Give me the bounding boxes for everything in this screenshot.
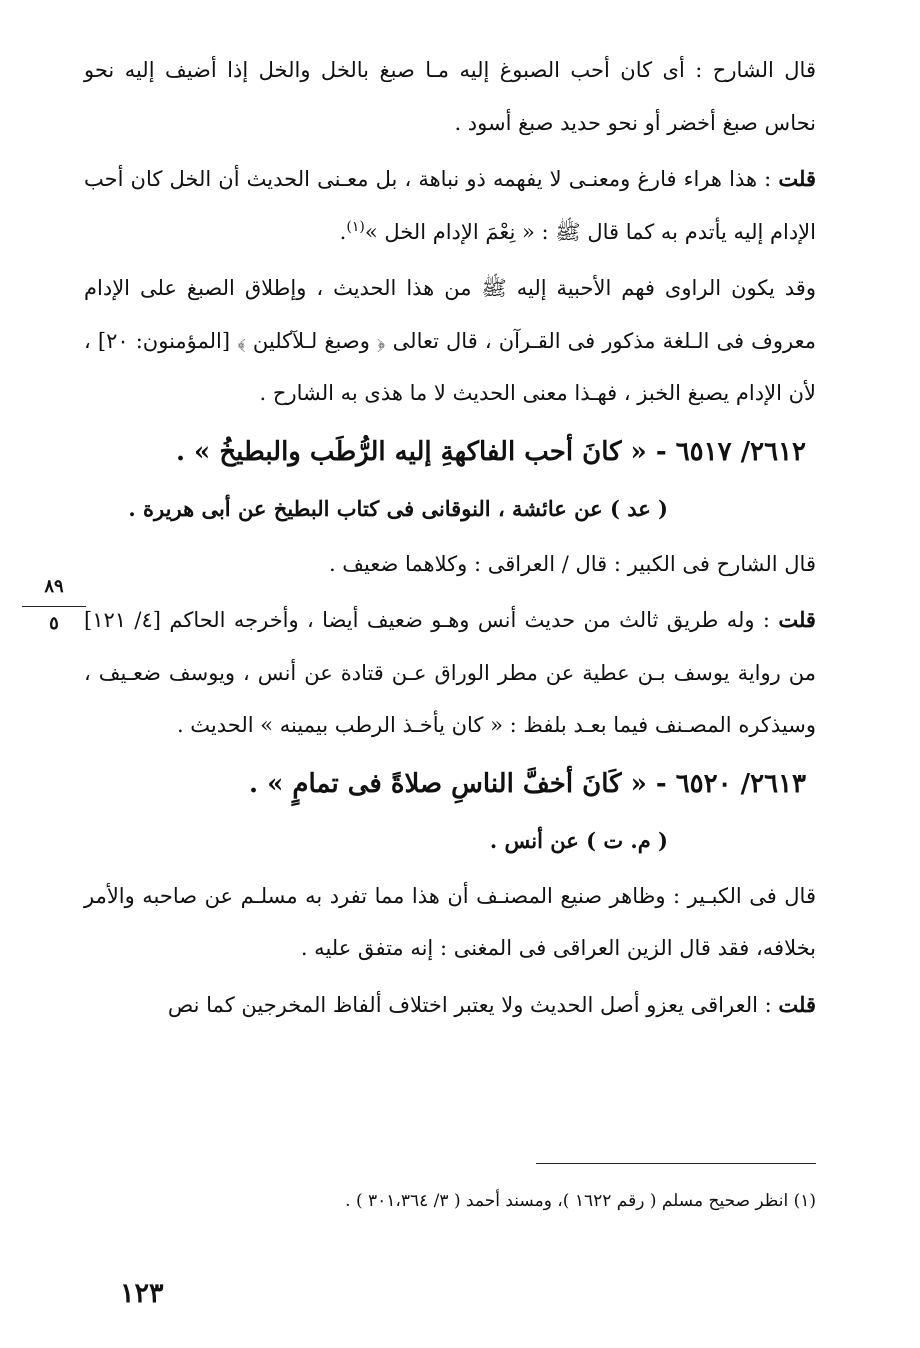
paragraph-rebuttal-3 (84, 979, 816, 1032)
qultu-label: قلت (778, 607, 816, 632)
paragraph-explanation: وقد يكون الراوى فهم الأحبية إليه ﷺ من هذا الحديث ، وإطلاق الصبغ على الإدام معروف فى الـلغة مذكور فى القـرآن ، قال تعالى ﴿ وصبغ لـلآكلين ﴾ [المؤمنون: ٢٠] ، لأن الإدام يصبغ الخبز ، فهـذا معنى الحديث لا ما هذى به الشارح . (84, 276, 816, 405)
hadith-heading-2612: ٢٦١٢/ ٦٥١٧ - « كانَ أحب الفاكهةِ إليه الرُّطَب والبطيخُ » . (175, 436, 806, 467)
footnote-reference: (١) (346, 218, 365, 235)
page-body (84, 44, 816, 1035)
paragraph-rebuttal-3-text: : العراقى يعزو أصل الحديث ولا يعتبر اختلاف ألفاظ المخرجين كما نص (167, 992, 779, 1017)
paragraph-commentary-2: قال الشارح فى الكبير : قال / العراقى : وكلاهما ضعيف . (328, 551, 816, 576)
paragraph-commentary-1: قال الشارح : أى كان أحب الصبوغ إليه مـا صبغ بالخل والخل إذا أضيف إليه نحو نحاس صبغ أخضر أو نحو حديد صبغ أسود . (84, 58, 816, 135)
margin-note-line: ٥ (49, 613, 59, 634)
qultu-label: قلت (778, 166, 816, 191)
paragraph-rebuttal-1-text: : هذا هراء فارغ ومعنـى لا يفهمه ذو نباهة ، بل معـنى الحديث أن الخل كان أحب الإدام إليه يأتدم به كما قال ﷺ : « نِعْمَ الإدام الخل » (84, 167, 816, 244)
paragraph-rebuttal-2 (84, 594, 816, 752)
manuscript-margin-note (22, 572, 86, 637)
footnote: (١) انظر صحيح مسلم ( رقم ١٦٢٢ )، ومسند أحمد ( ٣/ ٣٠١،٣٦٤ ) . (345, 1191, 816, 1211)
paragraph-rebuttal-1-end: . (339, 219, 347, 244)
qultu-label: قلت (778, 991, 816, 1017)
page-number: ١٢٣ (120, 1278, 164, 1309)
paragraph-rebuttal-2-text: : وله طريق ثالث من حديث أنس وهـو ضعيف أيضا ، وأخرجه الحاكم [٤/ ١٢١] من رواية يوسف بـن عطية عن مطر الوراق عـن قتادة عن أنس ، ويوسف ضعـيف ، وسيذكره المصـنف فيما بعـد بلفظ : « كان يأخـذ الرطب بيمينه » الحديث . (84, 608, 816, 737)
paragraph-commentary-3: قال فى الكبـير : وظاهر صنيع المصنـف أن هذا مما تفرد به مسلـم عن صاحبه والأمر بخلافه، فقد قال الزين العراقى فى المغنى : إنه متفق عليه . (84, 883, 816, 960)
hadith-heading-2613: ٢٦١٣/ ٦٥٢٠ - « كَانَ أخفَّ الناسِ صلاةً فى تمامٍ » . (249, 768, 806, 799)
margin-note-folio: ٨٩ (44, 576, 64, 597)
hadith-source-2612: ( عد ) عن عائشة ، النوقانى فى كتاب البطيخ عن أبى هريرة . (128, 495, 668, 521)
margin-note-divider (22, 606, 86, 607)
footnote-divider (536, 1163, 816, 1164)
paragraph-rebuttal-1 (84, 153, 816, 258)
hadith-source-2613: ( م. ت ) عن أنس . (489, 827, 668, 853)
